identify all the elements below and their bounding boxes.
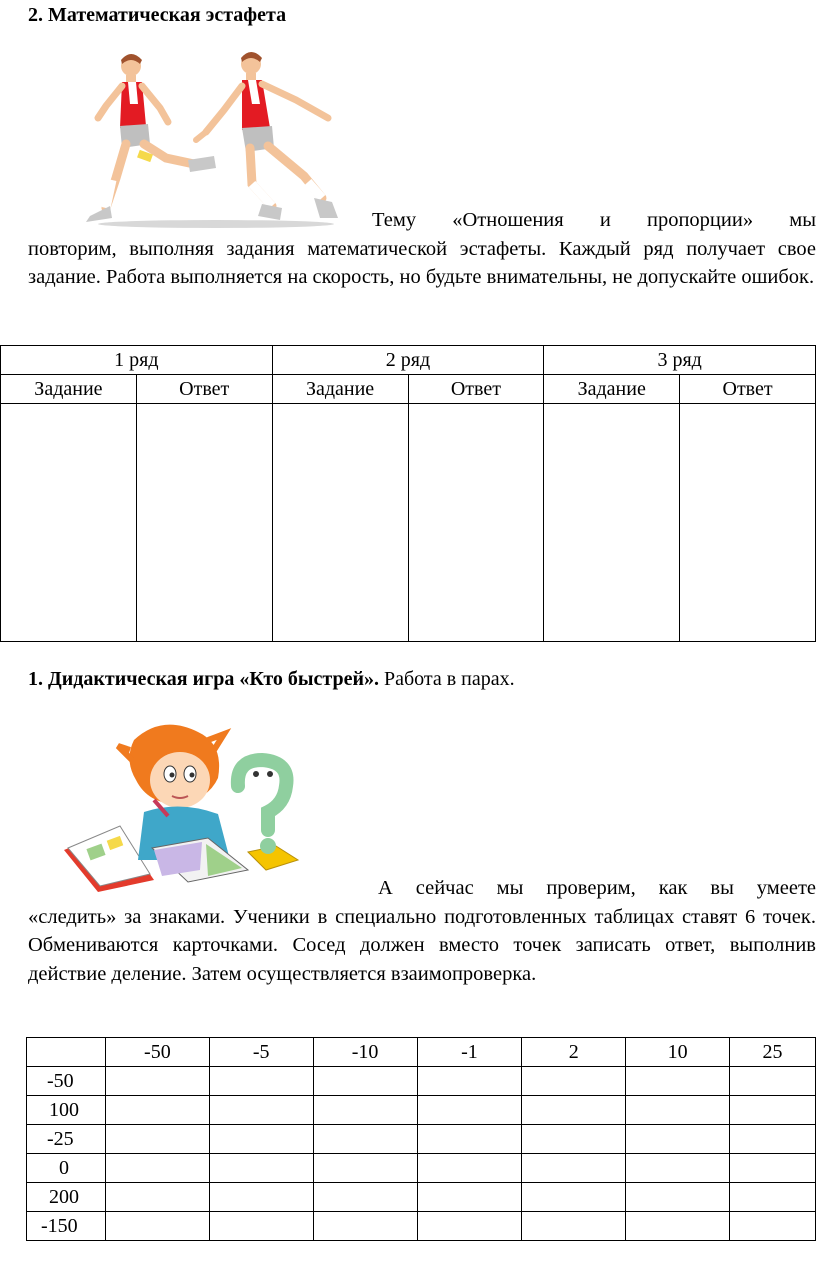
division-cell[interactable]	[313, 1183, 417, 1212]
division-cell[interactable]	[313, 1067, 417, 1096]
division-col-header: -10	[313, 1038, 417, 1067]
table-row	[27, 1154, 816, 1183]
division-row-header: -150	[27, 1212, 106, 1241]
table-row	[27, 1212, 816, 1241]
section-1-heading-bold: 1. Дидактическая игра «Кто быстрей».	[28, 668, 379, 690]
section-2-heading: 2. Математическая эстафета	[28, 4, 287, 26]
division-cell[interactable]	[522, 1154, 626, 1183]
division-col-header: -5	[209, 1038, 313, 1067]
runners-illustration	[76, 48, 356, 230]
relay-subheader-task-1: Задание	[1, 375, 137, 404]
division-cell[interactable]	[313, 1125, 417, 1154]
relay-cell-task-3[interactable]	[544, 404, 680, 642]
division-col-header: 2	[522, 1038, 626, 1067]
division-cell[interactable]	[313, 1154, 417, 1183]
division-cell[interactable]	[313, 1096, 417, 1125]
division-cell[interactable]	[209, 1096, 313, 1125]
relay-subheader-answer-2: Ответ	[408, 375, 544, 404]
division-cell[interactable]	[105, 1067, 209, 1096]
table-row	[27, 1067, 816, 1096]
division-cell[interactable]	[522, 1125, 626, 1154]
division-cell[interactable]	[522, 1067, 626, 1096]
division-cell[interactable]	[626, 1096, 730, 1125]
relay-subheader-answer-3: Ответ	[680, 375, 816, 404]
division-cell[interactable]	[209, 1067, 313, 1096]
division-cell[interactable]	[313, 1212, 417, 1241]
relay-subheader-task-3: Задание	[544, 375, 680, 404]
relay-table	[0, 345, 816, 642]
relay-header-row-1: 1 ряд	[1, 346, 273, 375]
section-1-paragraph	[28, 874, 816, 988]
division-cell[interactable]	[522, 1183, 626, 1212]
division-cell[interactable]	[730, 1212, 816, 1241]
division-cell[interactable]	[209, 1154, 313, 1183]
division-cell[interactable]	[626, 1212, 730, 1241]
relay-cell-answer-1[interactable]	[136, 404, 272, 642]
division-cell[interactable]	[417, 1212, 522, 1241]
division-col-header: 10	[626, 1038, 730, 1067]
division-row-header: -25	[27, 1125, 106, 1154]
section-2-paragraph-rest: повторим, выполняя задания математической эстафеты. Каждый ряд получает свое задание. Работа выполняется на скорость, но будьте внимательны, не допускайте ошибок.	[28, 237, 816, 288]
relay-subheader-answer-1: Ответ	[136, 375, 272, 404]
section-2-paragraph-first-line: Тему «Отношения и пропорции» мы	[372, 209, 816, 231]
relay-subheader-task-2: Задание	[272, 375, 408, 404]
division-cell[interactable]	[730, 1183, 816, 1212]
division-table	[26, 1037, 816, 1241]
section-2-paragraph	[28, 206, 816, 292]
division-cell[interactable]	[417, 1096, 522, 1125]
division-cell[interactable]	[522, 1096, 626, 1125]
table-row	[27, 1183, 816, 1212]
relay-header-row-2: 2 ряд	[272, 346, 544, 375]
division-row-header: 200	[27, 1183, 106, 1212]
division-cell[interactable]	[626, 1183, 730, 1212]
division-cell[interactable]	[417, 1183, 522, 1212]
division-col-header: -1	[417, 1038, 522, 1067]
division-cell[interactable]	[105, 1183, 209, 1212]
relay-cell-task-1[interactable]	[1, 404, 137, 642]
section-1-paragraph-rest: «следить» за знаками. Ученики в специально подготовленных таблицах ставят 6 точек. Обмениваются карточками. Сосед должен вместо точек записать ответ, выполнив действие деление. Затем осуществляется взаимопроверка.	[28, 905, 816, 985]
division-cell[interactable]	[209, 1212, 313, 1241]
division-cell[interactable]	[626, 1154, 730, 1183]
division-cell[interactable]	[730, 1125, 816, 1154]
division-row-header: 100	[27, 1096, 106, 1125]
relay-cell-answer-3[interactable]	[680, 404, 816, 642]
division-cell[interactable]	[730, 1096, 816, 1125]
section-1-heading-normal: Работа в парах.	[378, 668, 515, 690]
division-col-header: -50	[105, 1038, 209, 1067]
division-cell[interactable]	[417, 1067, 522, 1096]
division-cell[interactable]	[105, 1125, 209, 1154]
table-row	[27, 1125, 816, 1154]
division-cell[interactable]	[417, 1125, 522, 1154]
division-cell[interactable]	[209, 1125, 313, 1154]
table-row	[27, 1096, 816, 1125]
division-cell[interactable]	[105, 1154, 209, 1183]
division-row-header: -50	[27, 1067, 106, 1096]
division-cell[interactable]	[522, 1212, 626, 1241]
division-row-header: 0	[27, 1154, 106, 1183]
relay-header-row-3: 3 ряд	[544, 346, 816, 375]
division-cell[interactable]	[730, 1067, 816, 1096]
division-cell[interactable]	[209, 1183, 313, 1212]
boy-with-question-mark-illustration	[58, 720, 318, 892]
section-1-heading	[28, 668, 515, 691]
division-cell[interactable]	[105, 1212, 209, 1241]
division-cell[interactable]	[105, 1096, 209, 1125]
division-corner-cell	[27, 1038, 106, 1067]
division-col-header: 25	[730, 1038, 816, 1067]
relay-cell-task-2[interactable]	[272, 404, 408, 642]
division-cell[interactable]	[417, 1154, 522, 1183]
division-cell[interactable]	[730, 1154, 816, 1183]
division-cell[interactable]	[626, 1125, 730, 1154]
section-1-paragraph-first-line: А сейчас мы проверим, как вы умеете	[378, 877, 816, 899]
relay-cell-answer-2[interactable]	[408, 404, 544, 642]
division-cell[interactable]	[626, 1067, 730, 1096]
